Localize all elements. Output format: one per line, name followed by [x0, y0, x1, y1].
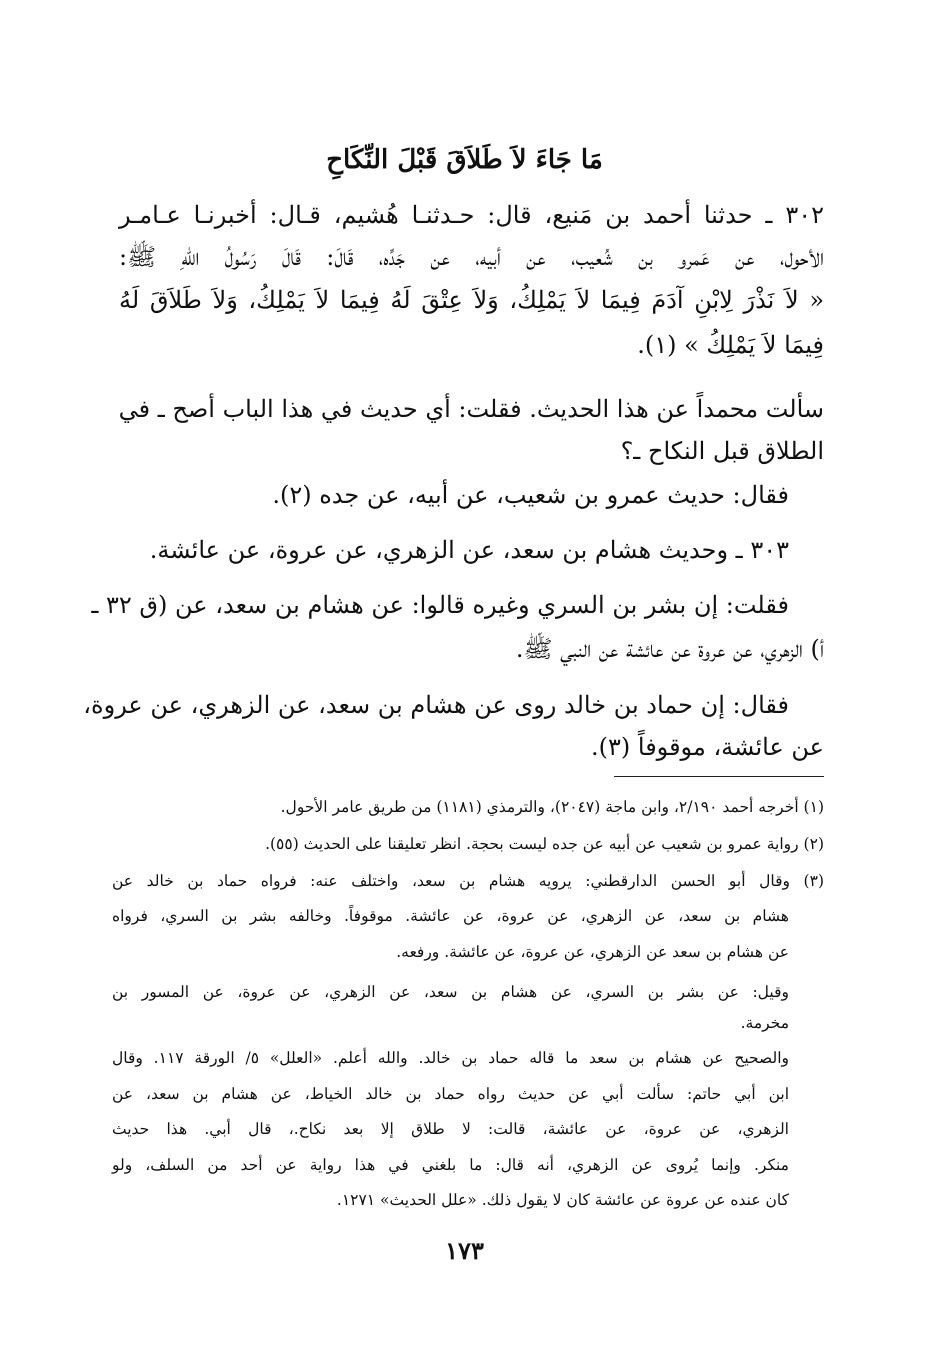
question-line-2: الطلاق قبل النكاح ـ؟ — [620, 437, 824, 465]
hadith-302-line-4: فِيمَا لاَ يَمْلِكُ » (١). — [637, 331, 824, 359]
footnote-separator — [614, 776, 824, 777]
footnote-3-line-10: كان عنده عن عروة عن عائشة كان لا يقول ذلك. «علل الحديث» ١٢٧١. — [336, 1191, 789, 1209]
hadith-303-line: ٣٠٣ ـ وحديث هشام بن سعد، عن الزهري، عن عروة، عن عائشة. — [149, 536, 789, 564]
footnote-3-line-5: مخرمة. — [740, 1014, 789, 1032]
answer-2-line-1: فقال: إن حماد بن خالد روى عن هشام بن سعد، عن الزهري، عن عروة، — [83, 691, 789, 719]
footnote-3-line-4: وقيل: عن بشر بن السري، عن هشام بن سعد، عن الزهري، عن عروة، عن المسور بن — [112, 983, 789, 1001]
footnote-3-line-9: منكر. وإنما يُروى عن الزهري، أنه قال: ما بلغني في هذا رواية عن أحد من السلف، ولو — [112, 1156, 789, 1174]
hadith-302-line-2: الأحول، عن عَمرو بن شُعيب، عن أبيه، عن جَدِّه، قَالَ: قَالَ رَسُولُ اللهِ ﷺ: — [119, 243, 824, 271]
hadith-302-line-3: « لاَ نَذْرَ لِابْنِ آدَمَ فِيمَا لاَ يَمْلِكُ، وَلاَ عِتْقَ لَهُ فِيمَا لاَ يَمْلِكُ، وَلاَ طَلاَقَ لَهُ — [119, 286, 824, 314]
page-number: ١٧٣ — [445, 1236, 484, 1265]
hadith-302-line-1: ٣٠٢ ـ حدثنا أحمد بن مَنيع، قال: حـدثنـا هُشيم، قـال: أخبرنـا عـامـر — [119, 201, 824, 229]
question-2-line-1: فقلت: إن بشر بن السري وغيره قالوا: عن هشام بن سعد، عن (ق ٣٢ ـ — [91, 591, 789, 619]
footnote-3-line-3: عن هشام بن سعد عن الزهري، عن عروة، عن عائشة. ورفعه. — [396, 943, 789, 961]
answer-2-line-2: عن عائشة، موقوفاً (٣). — [591, 733, 824, 761]
footnote-3-line-7: ابن أبي حاتم: سألت أبي عن حديث رواه حماد بن خالد الخياط، عن هشام بن سعد، عن — [112, 1085, 789, 1103]
answer-line: فقال: حديث عمرو بن شعيب، عن أبيه، عن جده (٢). — [272, 481, 789, 509]
footnote-3-line-1: (٣) وقال أبو الحسن الدارقطني: يرويه هشام بن سعد، واختلف عنه: فرواه حماد بن خالد عن — [112, 872, 824, 890]
footnote-3-line-8: الزهري، عن عروة، عن عائشة، قالت: لا طلاق إلا بعد نكاح.، قال أبي. هذا حديث — [112, 1120, 789, 1138]
footnote-2: (٢) رواية عمرو بن شعيب عن أبيه عن جده ليست بحجة. انظر تعليقنا على الحديث (٥٥). — [265, 835, 824, 853]
question-line-1: سألت محمداً عن هذا الحديث. فقلت: أي حديث في هذا الباب أصح ـ في — [118, 395, 824, 423]
chapter-title: مَا جَاءَ لاَ طَلاَقَ قَبْلَ النِّكَاحِ — [326, 145, 603, 175]
footnote-3-line-2: هشام بن سعد، عن الزهري، عن عروة، عن عائشة. موقوفاً. وخالفه بشر بن السري، فرواه — [112, 907, 789, 925]
footnote-1: (١) أخرجه أحمد ٢/١٩٠، وابن ماجة (٢٠٤٧)، والترمذي (١١٨١) من طريق عامر الأحول. — [280, 798, 824, 816]
question-2-line-2: أ) الزهري، عن عروة عن عائشة عن النبي ﷺ. — [515, 635, 824, 663]
footnote-3-line-6: والصحيح عن هشام بن سعد ما قاله حماد بن خالد. والله أعلم. «العلل» ٥/ الورقة ١١٧. وقال — [112, 1049, 789, 1067]
